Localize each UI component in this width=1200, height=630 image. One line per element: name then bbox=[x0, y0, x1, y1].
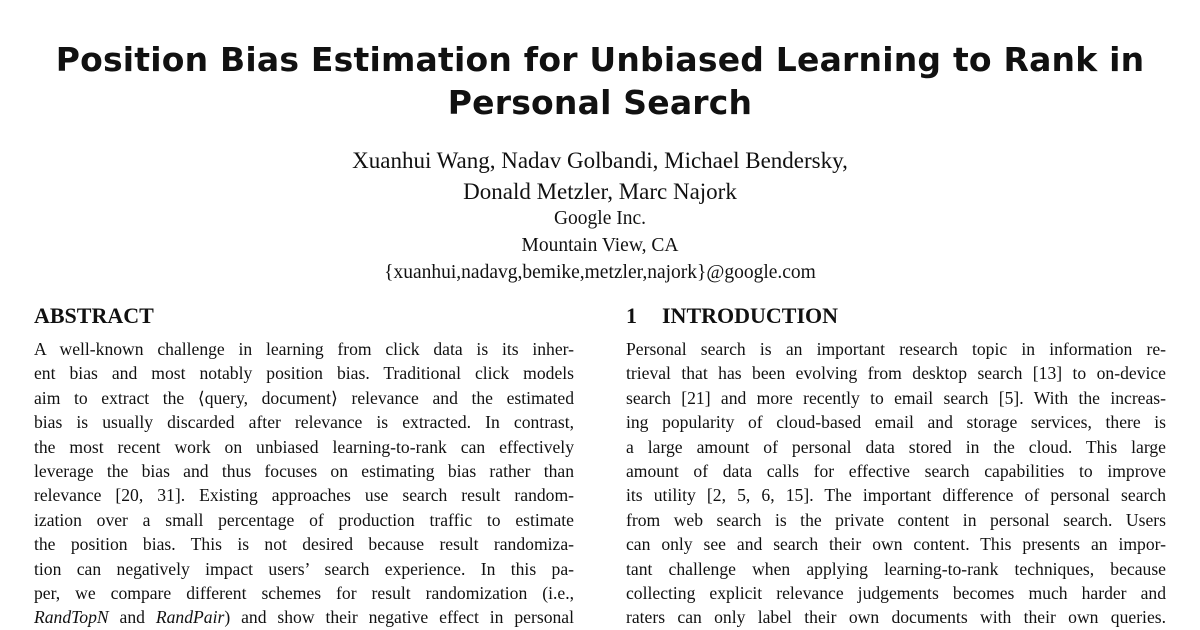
abstract-line: aim to extract the ⟨query, document⟩ relevance and the estimated bbox=[34, 387, 574, 408]
abstract-body bbox=[34, 337, 574, 630]
authors-line-1: Xuanhui Wang, Nadav Golbandi, Michael Bendersky, bbox=[352, 148, 848, 173]
intro-line: trieval that has been evolving from desktop search [13] to on-device bbox=[626, 363, 1166, 384]
authors-line-2: Donald Metzler, Marc Najork bbox=[463, 179, 737, 204]
title-line-1: Position Bias Estimation for Unbiased Learning to Rank in bbox=[55, 40, 1145, 79]
intro-line: its utility [2, 5, 6, 15]. The important difference of personal search bbox=[626, 485, 1166, 506]
method-name-randpair: RandPair bbox=[155, 607, 225, 628]
abstract-line: per, we compare different schemes for result randomization (i.e., bbox=[34, 582, 574, 603]
abstract-line: ization over a small percentage of production traffic to estimate bbox=[34, 509, 574, 530]
abstract-line: leverage the bias and thus focuses on estimating bias rather than bbox=[34, 460, 574, 481]
introduction-heading bbox=[626, 303, 838, 329]
abstract-line: A well-known challenge in learning from click data is its inher- bbox=[34, 339, 574, 359]
affiliation-org: Google Inc. bbox=[553, 208, 647, 229]
intro-line: can only see and search their own content. This presents an impor- bbox=[626, 534, 1166, 555]
affiliation bbox=[0, 205, 1200, 286]
abstract-line: tion can negatively impact users’ search experience. In this pa- bbox=[34, 558, 574, 579]
abstract-line: the position bias. This is not desired because result randomiza- bbox=[34, 534, 574, 555]
section-title: INTRODUCTION bbox=[662, 303, 839, 328]
paper-title bbox=[0, 38, 1200, 124]
intro-line: collecting explicit relevance judgements becomes much harder and bbox=[626, 582, 1166, 603]
intro-line: from web search is the private content in personal search. Users bbox=[626, 509, 1166, 530]
introduction-body bbox=[626, 337, 1166, 630]
intro-line: raters can only label their own documents with their own queries. bbox=[626, 607, 1166, 628]
intro-line: amount of data calls for effective search capabilities to improve bbox=[626, 460, 1166, 481]
abstract-line: bias is usually discarded after relevance is extracted. In contrast, bbox=[34, 412, 574, 433]
abstract-heading: ABSTRACT bbox=[34, 303, 154, 328]
affiliation-location: Mountain View, CA bbox=[521, 235, 679, 256]
intro-line: tant challenge when applying learning-to-rank techniques, because bbox=[626, 558, 1166, 579]
intro-line: a large amount of personal data stored in the cloud. This large bbox=[626, 436, 1166, 457]
title-line-2: Personal Search bbox=[447, 83, 753, 122]
abstract-text: and bbox=[108, 607, 156, 628]
abstract-line: the most recent work on unbiased learning-to-rank can effectively bbox=[34, 436, 574, 457]
abstract-line: ent bias and most notably position bias. Traditional click models bbox=[34, 363, 574, 384]
intro-line: ing popularity of cloud-based email and storage services, there is bbox=[626, 412, 1166, 433]
intro-line: search [21] and more recently to email search [5]. With the increas- bbox=[626, 387, 1166, 408]
author-list bbox=[0, 145, 1200, 207]
section-number: 1 bbox=[626, 303, 637, 328]
intro-line: Personal search is an important research topic in information re- bbox=[626, 339, 1166, 359]
abstract-text: ) and show their negative effect in personal bbox=[224, 607, 574, 628]
abstract-line: relevance [20, 31]. Existing approaches use search result random- bbox=[34, 485, 574, 506]
affiliation-emails: {xuanhui,nadavg,bemike,metzler,najork}@google.com bbox=[384, 262, 816, 283]
method-name-randtopn: RandTopN bbox=[34, 607, 109, 628]
abstract-last-line bbox=[34, 605, 574, 629]
